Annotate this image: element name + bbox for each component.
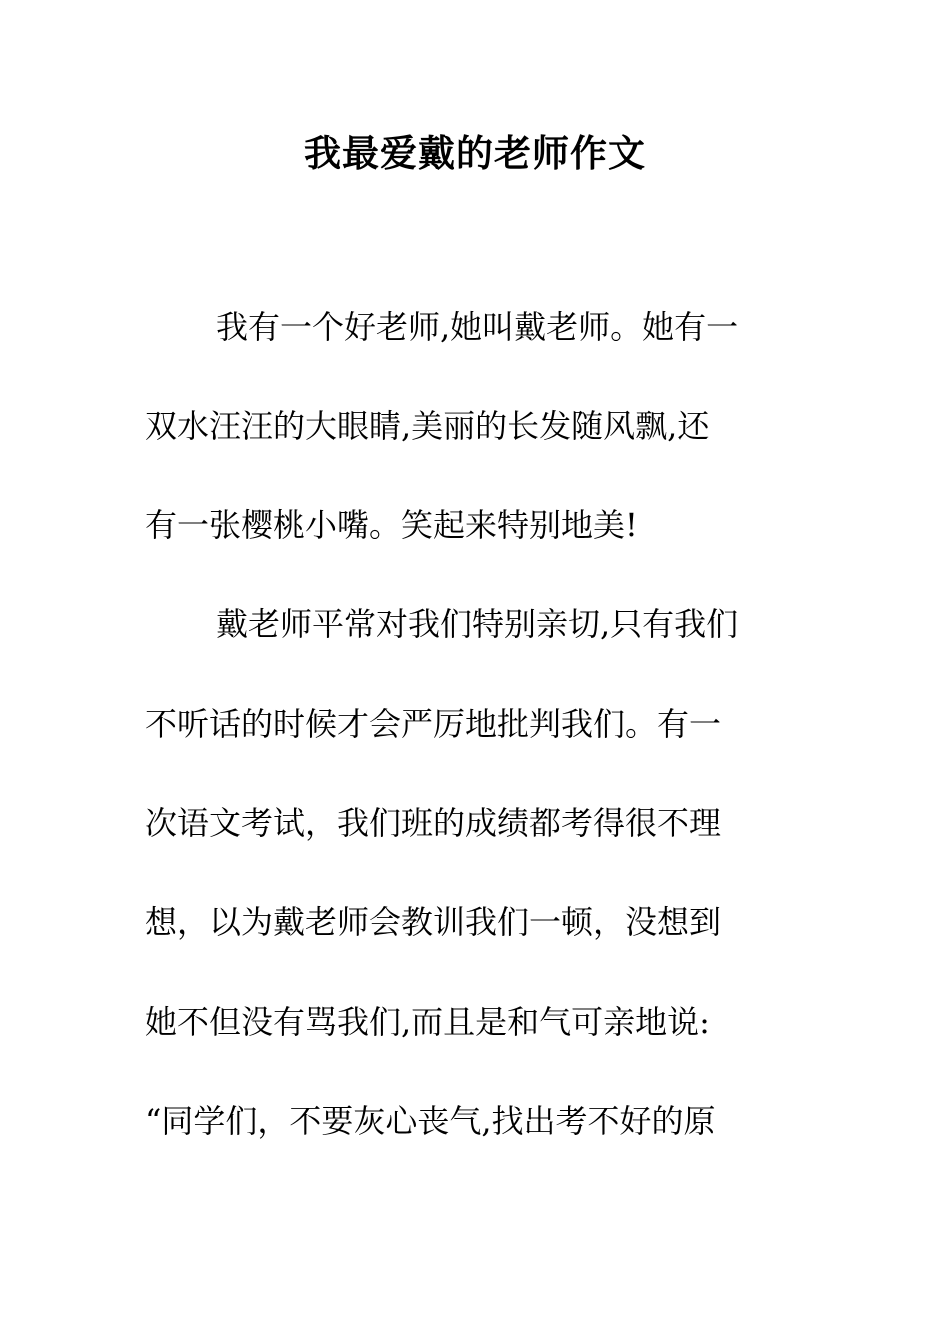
paragraph-line: 戴老师平常对我们特别亲切,只有我们: [216, 605, 739, 643]
paragraph-line: 双水汪汪的大眼睛,美丽的长发随风飘,还: [145, 407, 710, 445]
paragraph-line: 我有一个好老师,她叫戴老师。她有一: [216, 308, 739, 346]
paragraph-line: 有一张樱桃小嘴。笑起来特别地美!: [145, 506, 638, 544]
paragraph-line: 她不但没有骂我们,而且是和气可亲地说:: [145, 1003, 710, 1041]
paragraph-line: 不听话的时候才会严厉地批判我们。有一: [145, 705, 722, 743]
paragraph-line: “同学们，不要灰心丧气,找出考不好的原: [145, 1102, 716, 1140]
paragraph-line: 想，以为戴老师会教训我们一顿，没想到: [145, 903, 722, 941]
paragraph-line: 次语文考试，我们班的成绩都考得很不理: [145, 804, 722, 842]
document-title: 我最爱戴的老师作文: [304, 131, 646, 175]
